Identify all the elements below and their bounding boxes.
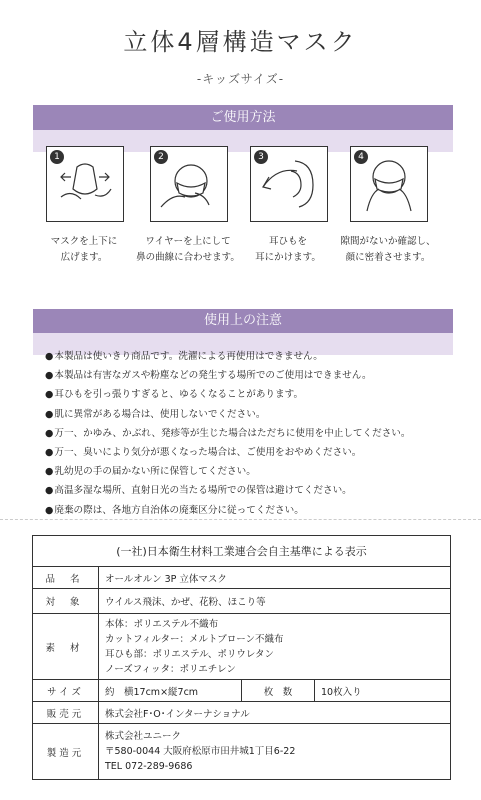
- step-caption-line1: マスクを上下に: [50, 236, 118, 247]
- caution-item: ● 乳幼児の手の届かない所に保管してください。: [45, 462, 455, 481]
- target-label: 対 象: [33, 589, 99, 614]
- usage-steps: [46, 146, 446, 274]
- usage-step-3: [250, 146, 326, 266]
- usage-step-1: [46, 146, 122, 266]
- page-title: 立体4層構造マスク: [123, 28, 358, 56]
- step-caption-line2: 耳にかけます。: [255, 252, 321, 263]
- section-divider: [0, 519, 481, 520]
- material-line: カットフィルター：メルトブローン不織布: [105, 633, 284, 645]
- step-caption-line2: 顔に密着させます。: [345, 252, 431, 263]
- unfold-mask-icon: [46, 146, 124, 222]
- step-number: 1: [50, 150, 64, 164]
- product-label: 品 名: [33, 567, 99, 589]
- cautions-list: [45, 347, 455, 520]
- maker-name: 株式会社ユニーク: [105, 731, 182, 742]
- usage-step-2: [136, 146, 240, 266]
- step-caption-line1: 耳ひもを: [268, 236, 307, 247]
- spec-heading: (一社)日本衛生材料工業連合会自主基準による表示: [33, 536, 451, 567]
- count-label: 枚 数: [242, 680, 315, 702]
- caution-item: ● 本製品は使いきり商品です。洗濯による再使用はできません。: [45, 347, 455, 366]
- material-line: ノーズフィッタ：ポリエチレン: [105, 663, 236, 675]
- material-line: 耳ひも部：ポリエステル、ポリウレタン: [105, 648, 275, 660]
- seal-face-icon: [350, 146, 428, 222]
- caution-item: ● 廃棄の際は、各地方自治体の廃棄区分に従ってください。: [45, 501, 455, 520]
- maker-address: 〒580-0044 大阪府松原市田井城1丁目6-22: [105, 746, 296, 757]
- caution-item: ● 万一、臭いにより気分が悪くなった場合は、ご使用をおやめください。: [45, 443, 455, 462]
- ear-loop-icon: [250, 146, 328, 222]
- caution-item: ● 肌に異常がある場合は、使用しないでください。: [45, 405, 455, 424]
- product-value: オールオルン 3P 立体マスク: [99, 567, 451, 589]
- material-line: 本体：ポリエステル不織布: [105, 618, 219, 630]
- step-caption-line2: 鼻の曲線に合わせます。: [136, 252, 240, 263]
- step-caption-line1: 隙間がないか確認し、: [340, 236, 436, 247]
- size-value: 約 横17cm×縦7cm: [99, 680, 242, 702]
- step-caption-line2: 広げます。: [60, 252, 108, 263]
- size-label: サイズ: [33, 680, 99, 702]
- cautions-heading: 使用上の注意: [33, 309, 453, 333]
- caution-item: ● 万一、かゆみ、かぶれ、発疹等が生じた場合はただちに使用を中止してください。: [45, 424, 455, 443]
- caution-item: ● 本製品は有害なガスや粉塵などの発生する場所でのご使用はできません。: [45, 366, 455, 385]
- material-values: [99, 614, 451, 680]
- maker-phone: TEL 072-289-9686: [105, 761, 193, 772]
- caution-item: ● 高温多湿な場所、直射日光の当たる場所での保管は避けてください。: [45, 481, 455, 500]
- caution-item: ● 耳ひもを引っ張りすぎると、ゆるくなることがあります。: [45, 385, 455, 404]
- usage-step-4: [340, 146, 436, 266]
- target-value: ウイルス飛沫、かぜ、花粉、ほこり等: [99, 589, 451, 614]
- step-number: 4: [354, 150, 368, 164]
- seller-label: 販売元: [33, 702, 99, 724]
- material-label: 素 材: [33, 614, 99, 680]
- count-value: 10枚入り: [315, 680, 451, 702]
- step-caption-line1: ワイヤーを上にして: [145, 236, 231, 247]
- seller-value: 株式会社F･O･インターナショナル: [99, 702, 451, 724]
- fit-nose-icon: [150, 146, 228, 222]
- step-number: 2: [154, 150, 168, 164]
- maker-values: [99, 724, 451, 780]
- spec-table: [32, 535, 451, 780]
- maker-label: 製造元: [33, 724, 99, 780]
- step-number: 3: [254, 150, 268, 164]
- usage-heading: ご使用方法: [33, 105, 453, 131]
- page-subtitle: -キッズサイズ-: [196, 72, 285, 86]
